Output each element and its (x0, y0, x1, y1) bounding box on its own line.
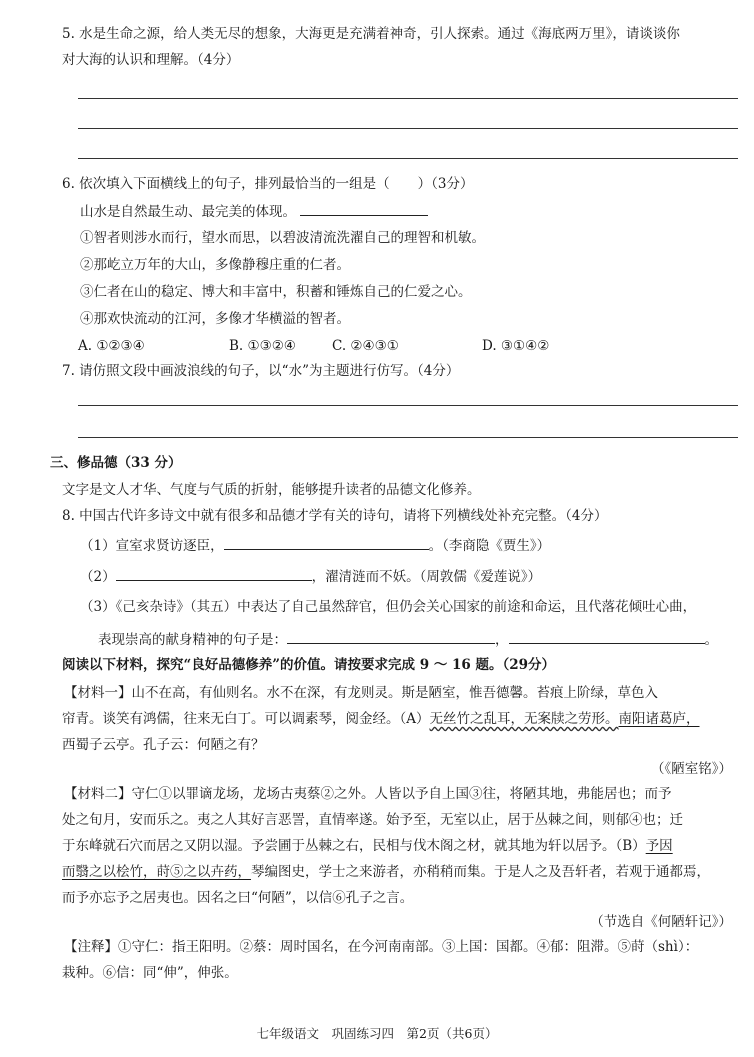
material-1-sentence-a: 无丝竹之乱耳，无案牍之劳形。 (429, 711, 619, 727)
q6-option-d[interactable]: D. ③①④② (482, 338, 550, 354)
q5-answer-line-2[interactable] (78, 128, 738, 129)
material-1-line3: 西蜀子云亭。孔子云：何陋之有？ (62, 737, 265, 753)
q8-item-3-blank-1[interactable] (287, 629, 495, 644)
reading-intro: 阅读以下材料，探究“良好品德修养”的价值。请按要求完成 9 ～ 16 题。（29分） (62, 657, 556, 673)
section-3-intro: 文字是文人才华、气度与气质的折射，能够提升读者的品德文化修养。 (62, 482, 481, 498)
q5-answer-line-3[interactable] (78, 158, 738, 159)
q5-answer-line-1[interactable] (78, 98, 738, 99)
q6-lead-blank[interactable] (300, 201, 428, 216)
q8-item-3-line1: （3）《己亥杂诗》（其五）中表达了自己虽然辞官，但仍会关心国家的前途和命运，且代落花倾吐心曲， (80, 599, 697, 615)
material-2-line5: 而予亦忘予之居夷也。因名之曰“何陋”，以信⑥孔子之言。 (62, 890, 414, 906)
q8-item-3-line2 (98, 629, 718, 650)
q6-lead (80, 201, 428, 222)
material-2-line4 (62, 862, 710, 882)
q6-lead-text: 山水是自然最生动、最完美的体现。 (80, 204, 296, 220)
material-2-line4-rest: 琴编图史，学士之来游者，亦稍稍而集。于是人之及吾轩者，若观于通都焉， (251, 864, 710, 880)
material-2-sentence-b: 而翳之以桧竹，莳⑤之以卉药， (62, 864, 251, 880)
q8-item-2-blank[interactable] (116, 566, 312, 581)
q8-item-1-blank[interactable] (224, 535, 429, 550)
q6-sentence-3: ③仁者在山的稳定、博大和丰富中，积蓄和锤炼自己的仁爱之心。 (80, 284, 472, 300)
q5-line1: 5. 水是生命之源，给人类无尽的想象，大海更是充满着神奇，引人探索。通过《海底两万里》，请谈谈你 (62, 26, 680, 42)
material-2-line2: 处之旬月，安而乐之。夷之人其好言恶詈，直情率遂。始予至，无室以止，居于丛棘之间，则郁④也；迁 (62, 812, 683, 828)
q7-answer-line-1[interactable] (78, 405, 738, 406)
q6-stem-end: ）（3分） (417, 176, 474, 192)
section-3-heading: 三、修品德（33 分） (50, 455, 182, 471)
notes-line2: 栽种。⑥信：同“伸”，伸张。 (62, 965, 238, 981)
q8-item-2-label: （2） (80, 569, 116, 585)
material-2-line3 (62, 836, 673, 856)
notes-line1: 【注释】①守仁：指王阳明。②蔡：周时国名，在今河南南部。③上国：国都。④郁：阻滞。⑤莳（shì）： (64, 939, 699, 955)
q7-answer-line-2[interactable] (78, 437, 738, 438)
q8-item-2 (80, 566, 541, 587)
q8-item-1-source: 。（李商隐《贾生》） (428, 538, 551, 554)
q8-item-2-text: ，濯清涟而不妖。（周敦儒《爱莲说》） (311, 569, 542, 585)
material-1-line1: 【材料一】山不在高，有仙则名。水不在深，有龙则灵。斯是陋室，惟吾德馨。苔痕上阶绿，草色入 (64, 685, 658, 701)
q8-item-1-text: （1）宣室求贤访逐臣， (80, 538, 224, 554)
q6-sentence-2: ②那屹立万年的大山，多像静穆庄重的仁者。 (80, 257, 350, 273)
q6-sentence-4: ④那欢快流动的江河，多像才华横溢的智者。 (80, 311, 350, 327)
material-2-source: （节选自《何陋轩记》） (590, 914, 732, 930)
material-1-line2-text: 帘青。谈笑有鸿儒，往来无白丁。可以调素琴，阅金经。（A） (62, 711, 430, 727)
material-2-line3-text: 于东峰就石穴而居之又阴以湿。予尝圃于丛棘之右，民相与伐木阁之材，就其地为轩以居予。（B） (62, 838, 646, 854)
q6-option-b[interactable]: B. ①③②④ (229, 338, 296, 354)
material-2-line1: 【材料二】守仁①以罪谪龙场，龙场古夷蔡②之外。人皆以予自上国③往，将陋其地，弗能居也；而予 (64, 786, 672, 802)
q6-option-c[interactable]: C. ②④③① (332, 338, 399, 354)
q8-item-3-prompt: 表现崇高的献身精神的句子是： (98, 632, 287, 648)
material-2-sentence-b-start: 予因 (645, 838, 673, 854)
q8-stem: 8. 中国古代许多诗文中就有很多和品德才学有关的诗句，请将下列横线处补充完整。（4分） (62, 508, 608, 524)
material-1-source: （《陋室铭》） (651, 761, 732, 777)
page-footer: 七年级语文 巩固练习四 第2页（共6页） (256, 1026, 498, 1041)
material-1-line2-end: 南阳诸葛庐， (618, 711, 700, 727)
q7-stem: 7. 请仿照文段中画波浪线的句子，以“水”为主题进行仿写。（4分） (62, 363, 460, 379)
q6-sentence-1: ①智者则涉水而行，望水而思，以碧波清流洗濯自己的理智和机敏。 (80, 230, 485, 246)
q8-item-1 (80, 535, 550, 556)
q6-stem (62, 174, 474, 194)
q8-item-3-blank-2[interactable] (509, 629, 705, 644)
material-1-line2 (62, 709, 700, 729)
q8-item-3-period: 。 (704, 632, 718, 648)
q8-item-3-comma: ， (495, 632, 509, 648)
q6-stem-start: 6. 依次填入下面横线上的句子，排列最恰当的一组是（ (62, 176, 390, 192)
q5-line2: 对大海的认识和理解。（4分） (62, 52, 240, 68)
q6-option-a[interactable]: A. ①②③④ (78, 338, 145, 354)
